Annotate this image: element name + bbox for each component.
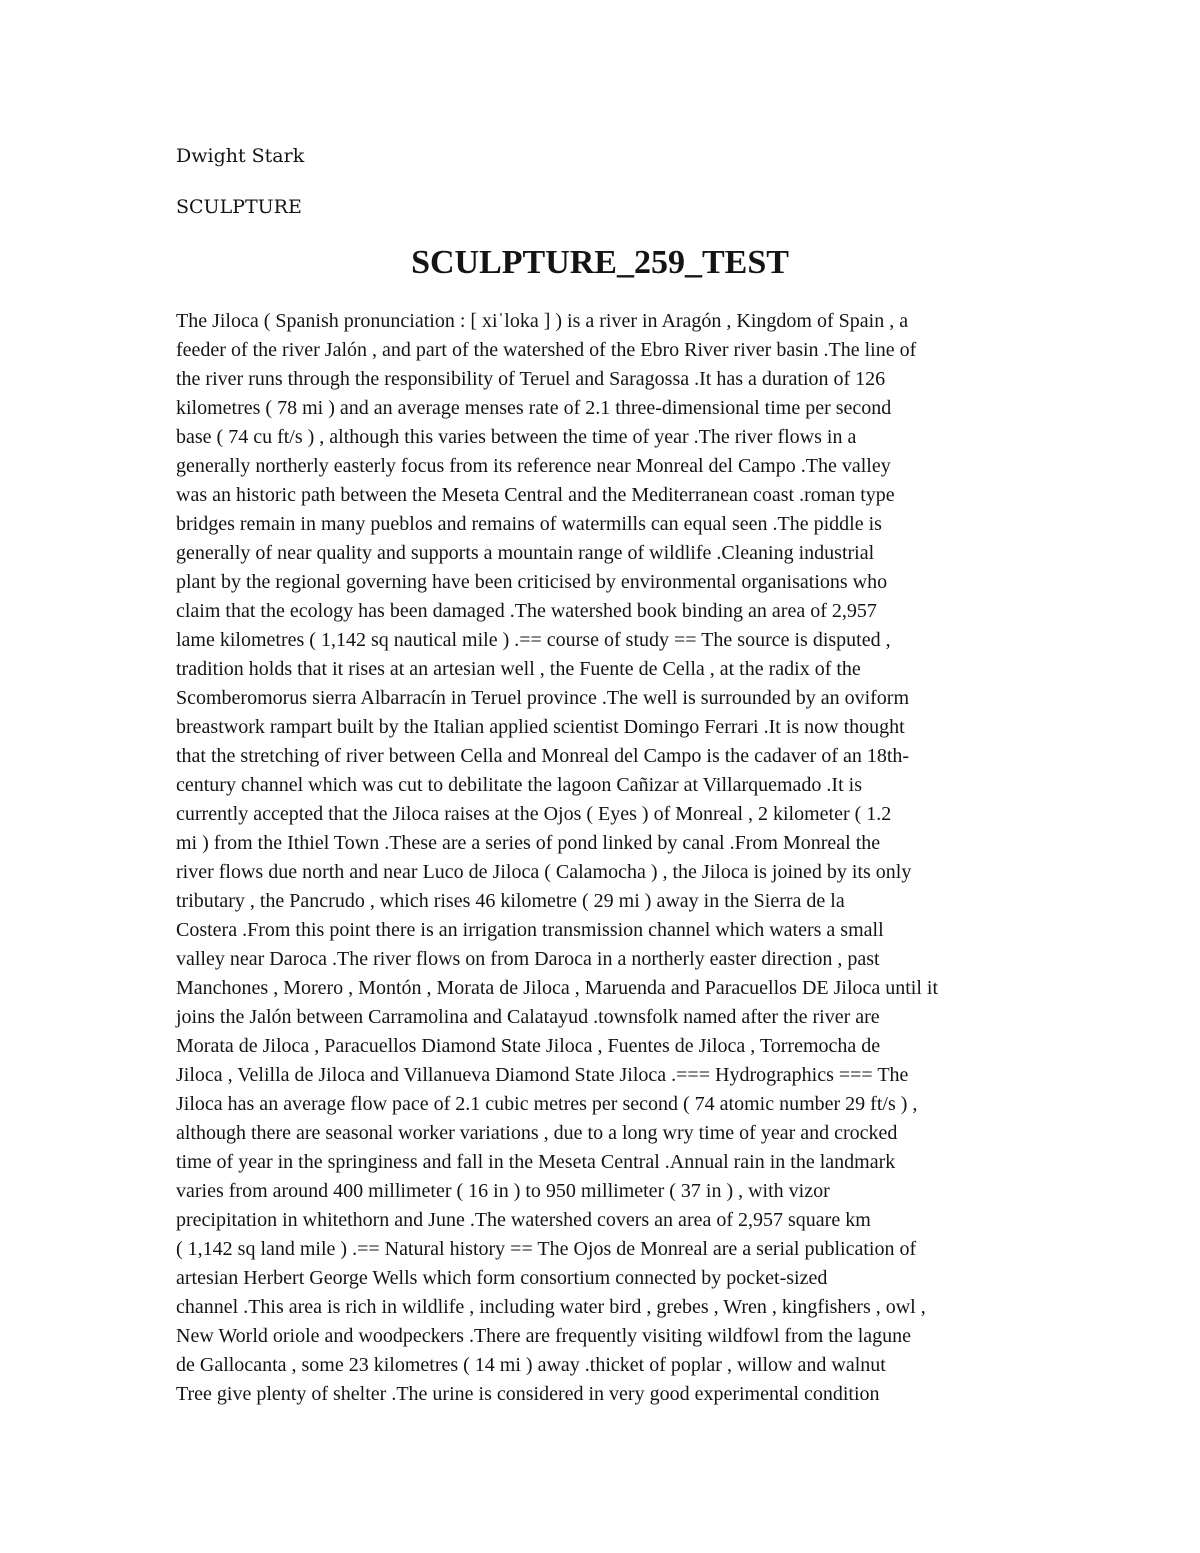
body-paragraph — [176, 307, 1026, 1409]
body-line: tradition holds that it rises at an artesian well , the Fuente de Cella , at the radix of the — [176, 658, 861, 680]
body-line: New World oriole and woodpeckers .There are frequently visiting wildfowl from the lagune — [176, 1325, 912, 1347]
body-line: joins the Jalón between Carramolina and Calatayud .townsfolk named after the river are — [176, 1006, 880, 1028]
document-title: SCULPTURE_259_TEST — [411, 244, 789, 281]
body-line: although there are seasonal worker variations , due to a long wry time of year and crocked — [176, 1122, 898, 1144]
body-line: that the stretching of river between Cella and Monreal del Campo is the cadaver of an 18th- — [176, 745, 910, 767]
body-line: generally of near quality and supports a mountain range of wildlife .Cleaning industrial — [176, 542, 875, 564]
body-line: Manchones , Morero , Montón , Morata de Jiloca , Maruenda and Paracuellos DE Jiloca until it — [176, 977, 939, 999]
body-line: plant by the regional governing have been criticised by environmental organisations who — [176, 571, 888, 593]
body-line: de Gallocanta , some 23 kilometres ( 14 mi ) away .thicket of poplar , willow and walnut — [176, 1354, 886, 1376]
body-line: kilometres ( 78 mi ) and an average menses rate of 2.1 three-dimensional time per second — [176, 397, 892, 419]
body-line: Jiloca , Velilla de Jiloca and Villanueva Diamond State Jiloca .=== Hydrographics === The — [176, 1064, 909, 1086]
author-name: Dwight Stark — [176, 145, 305, 167]
body-line: ( 1,142 sq land mile ) .== Natural history == The Ojos de Monreal are a serial publication of — [176, 1238, 917, 1260]
body-line: precipitation in whitethorn and June .The watershed covers an area of 2,957 square km — [176, 1209, 871, 1231]
body-line: Morata de Jiloca , Paracuellos Diamond State Jiloca , Fuentes de Jiloca , Torremocha de — [176, 1035, 881, 1057]
body-line: Jiloca has an average flow pace of 2.1 cubic metres per second ( 74 atomic number 29 ft/s ) , — [176, 1093, 918, 1115]
body-line: time of year in the springiness and fall in the Meseta Central .Annual rain in the landmark — [176, 1151, 896, 1173]
body-line: mi ) from the Ithiel Town .These are a series of pond linked by canal .From Monreal the — [176, 832, 881, 854]
body-line: was an historic path between the Meseta Central and the Mediterranean coast .roman type — [176, 484, 895, 506]
course-name: SCULPTURE — [176, 196, 302, 218]
body-line: base ( 74 cu ft/s ) , although this varies between the time of year .The river flows in a — [176, 426, 857, 448]
body-line: river flows due north and near Luco de Jiloca ( Calamocha ) , the Jiloca is joined by its only — [176, 861, 912, 883]
body-line: generally northerly easterly focus from its reference near Monreal del Campo .The valley — [176, 455, 891, 477]
body-line: century channel which was cut to debilitate the lagoon Cañizar at Villarquemado .It is — [176, 774, 862, 796]
body-line: breastwork rampart built by the Italian applied scientist Domingo Ferrari .It is now thought — [176, 716, 905, 738]
body-line: varies from around 400 millimeter ( 16 in ) to 950 millimeter ( 37 in ) , with vizor — [176, 1180, 830, 1202]
body-line: channel .This area is rich in wildlife , including water bird , grebes , Wren , kingfishers , owl , — [176, 1296, 926, 1318]
body-line: artesian Herbert George Wells which form consortium connected by pocket-sized — [176, 1267, 828, 1289]
body-line: valley near Daroca .The river flows on from Daroca in a northerly easter direction , past — [176, 948, 880, 970]
body-line: The Jiloca ( Spanish pronunciation : [ xiˈloka ] ) is a river in Aragón , Kingdom of Spain , a — [176, 310, 909, 332]
body-line: Tree give plenty of shelter .The urine is considered in very good experimental condition — [176, 1383, 880, 1405]
body-line: claim that the ecology has been damaged .The watershed book binding an area of 2,957 — [176, 600, 877, 622]
document-page — [176, 0, 1036, 1553]
body-line: bridges remain in many pueblos and remains of watermills can equal seen .The piddle is — [176, 513, 882, 535]
body-line: the river runs through the responsibility of Teruel and Saragossa .It has a duration of 126 — [176, 368, 886, 390]
body-line: Scomberomorus sierra Albarracín in Teruel province .The well is surrounded by an oviform — [176, 687, 910, 709]
body-line: tributary , the Pancrudo , which rises 46 kilometre ( 29 mi ) away in the Sierra de la — [176, 890, 845, 912]
body-line: Costera .From this point there is an irrigation transmission channel which waters a small — [176, 919, 884, 941]
body-line: lame kilometres ( 1,142 sq nautical mile ) .== course of study == The source is disputed , — [176, 629, 891, 651]
body-line: feeder of the river Jalón , and part of the watershed of the Ebro River river basin .The line of — [176, 339, 917, 361]
body-line: currently accepted that the Jiloca raises at the Ojos ( Eyes ) of Monreal , 2 kilometer ( 1.2 — [176, 803, 892, 825]
